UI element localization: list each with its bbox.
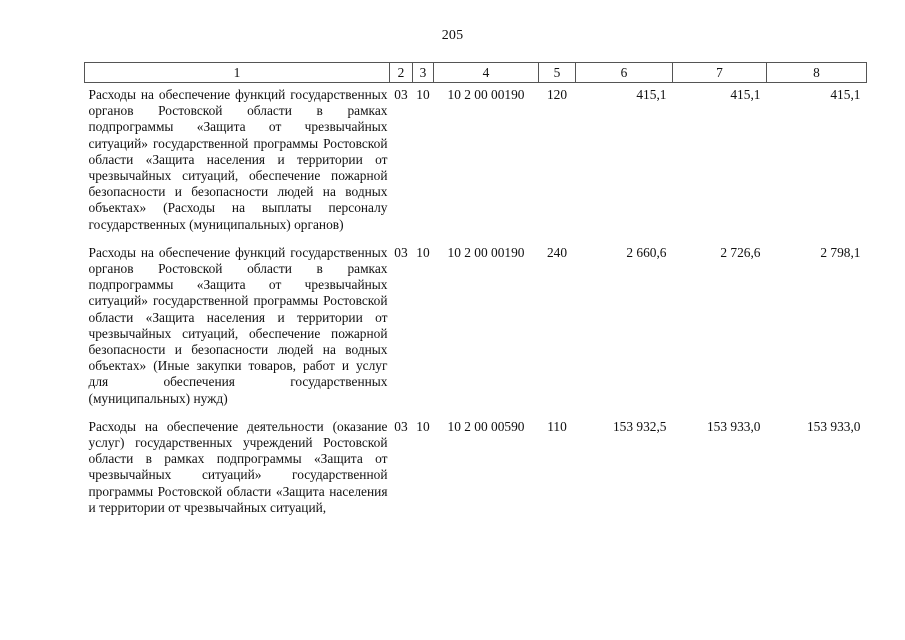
header-row xyxy=(85,63,867,83)
header-col-7: 7 xyxy=(673,63,767,83)
row-amount-year-3: 153 933,0 xyxy=(806,418,861,434)
row-amount-year-2: 153 933,0 xyxy=(706,418,761,434)
row-amount-year-1: 2 660,6 xyxy=(626,244,667,260)
table-header xyxy=(85,63,867,83)
row-target-article-code: 10 2 00 00190 xyxy=(447,87,525,102)
row-expense-type-code: 120 xyxy=(546,87,568,102)
header-col-8: 8 xyxy=(767,63,867,83)
row-target-article-code: 10 2 00 00190 xyxy=(447,244,525,260)
header-col-5: 5 xyxy=(539,63,576,83)
page-number: 205 xyxy=(441,28,464,43)
row-description: Расходы на обеспечение деятельности (оказание услуг) государственных учреждений Ростовской области в рамках подпрограммы «Защита от чрезвычайных ситуаций» государственной программы Ростовской области «Защита населения и территории от чрезвычайных ситуаций, xyxy=(88,418,388,515)
row-amount-year-2: 415,1 xyxy=(730,87,761,102)
row-amount-year-1: 415,1 xyxy=(636,87,667,102)
table-row xyxy=(85,83,867,241)
row-amount-year-1: 153 932,5 xyxy=(612,418,667,434)
row-target-article-code: 10 2 00 00590 xyxy=(447,418,525,434)
row-subsection-code: 10 xyxy=(416,418,430,434)
row-section-code: 03 xyxy=(394,418,408,434)
row-description: Расходы на обеспечение функций государственных органов Ростовской области в рамках подпрограммы «Защита от чрезвычайных ситуаций» государственной программы Ростовской области «Защита населения и территории от чрезвычайных ситуаций, обеспечение пожарной безопасности и безопасности людей на водных объектах» (Иные закупки товаров, работ и услуг для обеспечения государственных (муниципальных) нужд) xyxy=(88,244,388,406)
header-col-3: 3 xyxy=(413,63,434,83)
row-expense-type-code: 110 xyxy=(547,418,567,434)
row-amount-year-3: 2 798,1 xyxy=(820,244,861,260)
header-col-2: 2 xyxy=(390,63,413,83)
budget-table xyxy=(84,62,867,524)
row-section-code: 03 xyxy=(394,244,408,260)
table-body xyxy=(85,83,867,525)
row-amount-year-3: 415,1 xyxy=(830,87,861,102)
row-amount-year-2: 2 726,6 xyxy=(720,244,761,260)
row-subsection-code: 10 xyxy=(416,87,430,102)
row-subsection-code: 10 xyxy=(416,244,430,260)
row-section-code: 03 xyxy=(394,87,408,102)
table-row xyxy=(85,241,867,415)
table-row xyxy=(85,415,867,524)
header-col-6: 6 xyxy=(576,63,673,83)
row-description: Расходы на обеспечение функций государственных органов Ростовской области в рамках подпрограммы «Защита от чрезвычайных ситуаций» государственной программы Ростовской области «Защита населения и территории от чрезвычайных ситуаций, обеспечение пожарной безопасности и безопасности людей на водных объектах» (Расходы на выплаты персоналу государственных (муниципальных) органов) xyxy=(88,87,388,232)
row-expense-type-code: 240 xyxy=(546,244,568,260)
header-col-4: 4 xyxy=(434,63,539,83)
header-col-1: 1 xyxy=(85,63,390,83)
